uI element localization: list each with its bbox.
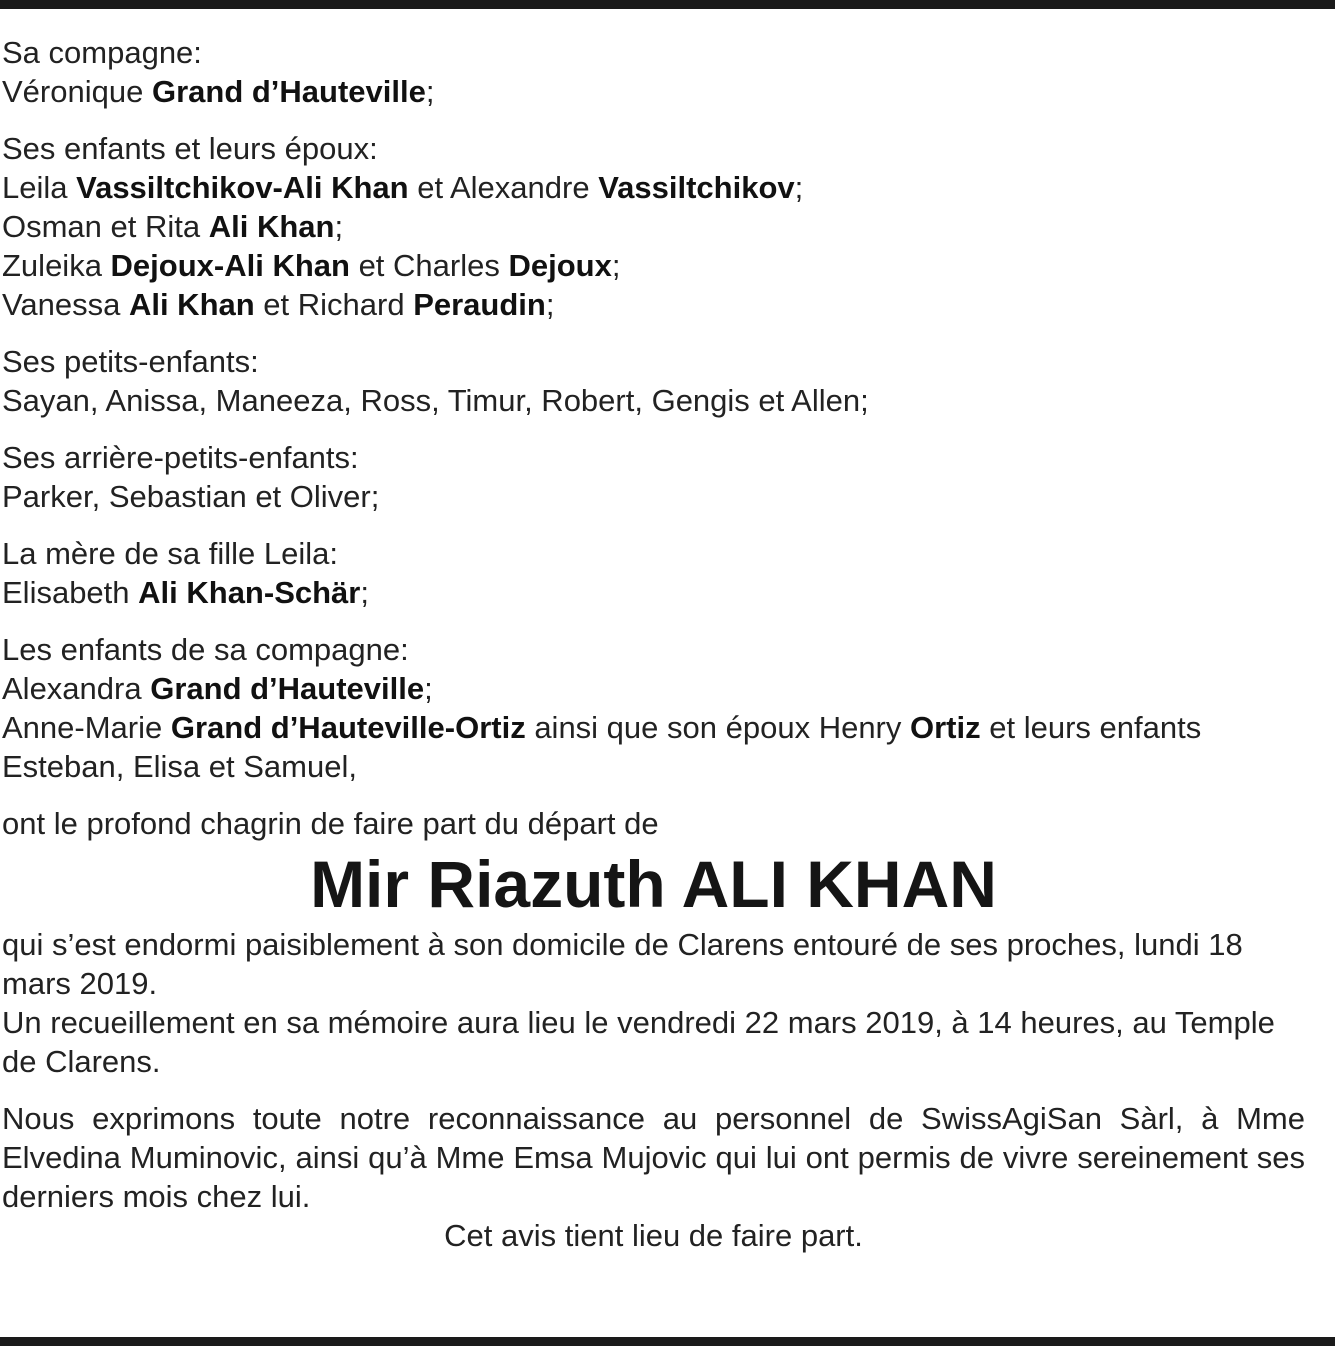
deceased-name: Mir Riazuth ALI KHAN xyxy=(310,847,997,921)
great-grandchildren-heading: Ses arrière-petits-enfants: xyxy=(2,440,359,475)
thanks-paragraph: Nous exprimons toute notre reconnaissance au personnel de SwissAgiSan Sàrl, à Mme Elvedina Muminovic, ainsi qu’à Mme Emsa Mujovic qui lui ont permis de vivre sereinement ses derniers mois chez lui. xyxy=(2,1101,1305,1214)
bottom-rule xyxy=(0,1337,1335,1346)
partner-first-name: Véronique xyxy=(2,74,144,109)
partner-children-section xyxy=(2,630,1305,786)
partner-children-line-1: Alexandra Grand d’Hauteville; xyxy=(2,671,433,706)
mother-section xyxy=(2,534,1305,612)
great-grandchildren-section xyxy=(2,438,1305,516)
partner-line: Véronique Grand d’Hauteville; xyxy=(2,74,435,109)
announcement-intro: ont le profond chagrin de faire part du départ de xyxy=(2,806,659,841)
passing-details: qui s’est endormi paisiblement à son domicile de Clarens entouré de ses proches, lundi 18 mars 2019. xyxy=(2,927,1243,1001)
grandchildren-section xyxy=(2,342,1305,420)
mother-line: Elisabeth Ali Khan-Schär; xyxy=(2,575,369,610)
children-line-3: Zuleika Dejoux-Ali Khan et Charles Dejoux; xyxy=(2,248,621,283)
partner-last-name: Grand d’Hauteville xyxy=(151,74,426,109)
partner-heading: Sa compagne: xyxy=(2,35,202,70)
partner-children-line-3: Esteban, Elisa et Samuel, xyxy=(2,749,357,784)
partner-children-heading: Les enfants de sa compagne: xyxy=(2,632,409,667)
children-heading: Ses enfants et leurs époux: xyxy=(2,131,378,166)
obituary-notice xyxy=(2,33,1305,1255)
ceremony-details: Un recueillement en sa mémoire aura lieu le vendredi 22 mars 2019, à 14 heures, au Temple de Clarens. xyxy=(2,1005,1275,1079)
children-line-1: Leila Vassiltchikov-Ali Khan et Alexandre Vassiltchikov; xyxy=(2,170,804,205)
grandchildren-names: Sayan, Anissa, Maneeza, Ross, Timur, Robert, Gengis et Allen; xyxy=(2,383,869,418)
top-rule xyxy=(0,0,1335,9)
children-line-2: Osman et Rita Ali Khan; xyxy=(2,209,344,244)
children-line-4: Vanessa Ali Khan et Richard Peraudin; xyxy=(2,287,555,322)
closing-line: Cet avis tient lieu de faire part. xyxy=(444,1218,863,1253)
mother-heading: La mère de sa fille Leila: xyxy=(2,536,339,571)
partner-children-line-2: Anne-Marie Grand d’Hauteville-Ortiz ainsi que son époux Henry Ortiz et leurs enfants xyxy=(2,710,1202,745)
partner-section xyxy=(2,33,1305,111)
grandchildren-heading: Ses petits-enfants: xyxy=(2,344,259,379)
children-section xyxy=(2,129,1305,324)
great-grandchildren-names: Parker, Sebastian et Oliver; xyxy=(2,479,380,514)
details-section xyxy=(2,925,1305,1081)
